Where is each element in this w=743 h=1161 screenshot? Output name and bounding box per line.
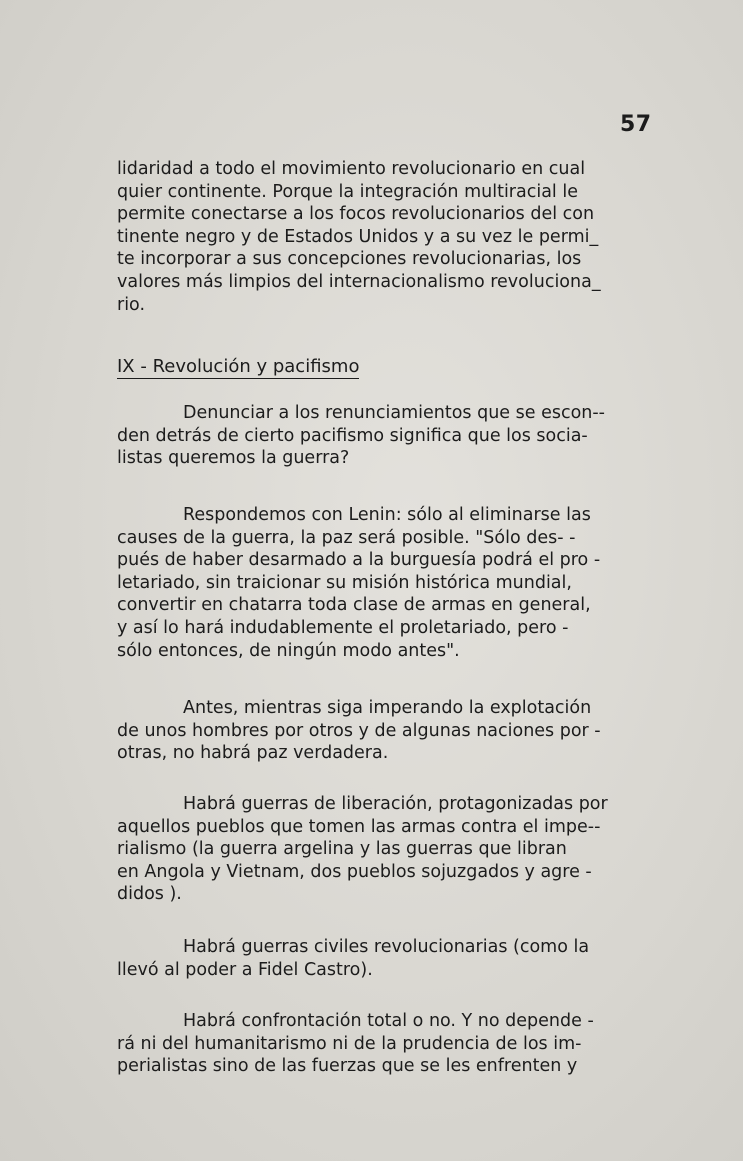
text-line: Respondemos con Lenin: sólo al eliminarse las [183, 505, 591, 525]
text-line: llevó al poder a Fidel Castro). [117, 959, 373, 980]
text-line: y así lo hará indudablemente el proletariado, pero - [117, 617, 569, 638]
text-line: tinente negro y de Estados Unidos y a su vez le permi_ [117, 226, 599, 247]
text-line: den detrás de cierto pacifismo significa que los socia- [117, 425, 588, 446]
text-line: Habrá guerras civiles revolucionarias (como la [183, 937, 590, 957]
text-line: permite conectarse a los focos revolucionarios del con [117, 204, 595, 225]
page-number: 57 [620, 112, 652, 137]
text-line: letariado, sin traicionar su misión histórica mundial, [117, 572, 572, 593]
text-line: en Angola y Vietnam, dos pueblos sojuzgados y agre - [117, 861, 592, 882]
text-line: rá ni del humanitarismo ni de la prudencia de los im- [117, 1033, 582, 1054]
text-line: listas queremos la guerra? [117, 448, 350, 469]
text-line: rio. [117, 294, 146, 315]
text-line: Habrá confrontación total o no. Y no depende - [183, 1011, 594, 1031]
text-line: causes de la guerra, la paz será posible. "Sólo des- - [117, 527, 576, 548]
text-line: aquellos pueblos que tomen las armas contra el impe-- [117, 816, 601, 837]
text-line: te incorporar a sus concepciones revolucionarias, los [117, 249, 582, 270]
text-line: Antes, mientras siga imperando la explotación [183, 698, 592, 718]
text-line: de unos hombres por otros y de algunas naciones por - [117, 720, 601, 741]
text-line: convertir en chatarra toda clase de armas en general, [117, 595, 591, 616]
text-line: lidaridad a todo el movimiento revolucionario en cual [117, 159, 586, 179]
text-line: valores más limpios del internacionalismo revoluciona_ [117, 271, 601, 292]
text-line: rialismo (la guerra argelina y las guerras que libran [117, 839, 567, 860]
text-line: sólo entonces, de ningún modo antes". [117, 640, 460, 661]
text-line: quier continente. Porque la integración multiracial le [117, 181, 578, 202]
text-line: pués de haber desarmado a la burguesía podrá el pro - [117, 550, 601, 571]
paragraph-denunciation [117, 402, 677, 470]
text-line: Habrá guerras de liberación, protagonizadas por [183, 794, 608, 814]
paragraph-solidarity [117, 158, 677, 316]
section-heading-text: IX - Revolución y pacifismo [117, 356, 360, 377]
text-line: otras, no habrá paz verdadera. [117, 743, 389, 764]
paragraph-lenin-quote [117, 504, 677, 662]
paragraph-liberation-wars [117, 793, 677, 906]
text-line: perialistas sino de las fuerzas que se les enfrenten y [117, 1056, 578, 1077]
text-line: Denunciar a los renunciamientos que se escon-- [183, 403, 605, 423]
paragraph-civil-wars [117, 936, 677, 981]
paragraph-confrontation [117, 1010, 677, 1078]
paragraph-exploitation [117, 697, 677, 765]
text-line: didos ). [117, 884, 182, 905]
section-heading [117, 356, 359, 378]
